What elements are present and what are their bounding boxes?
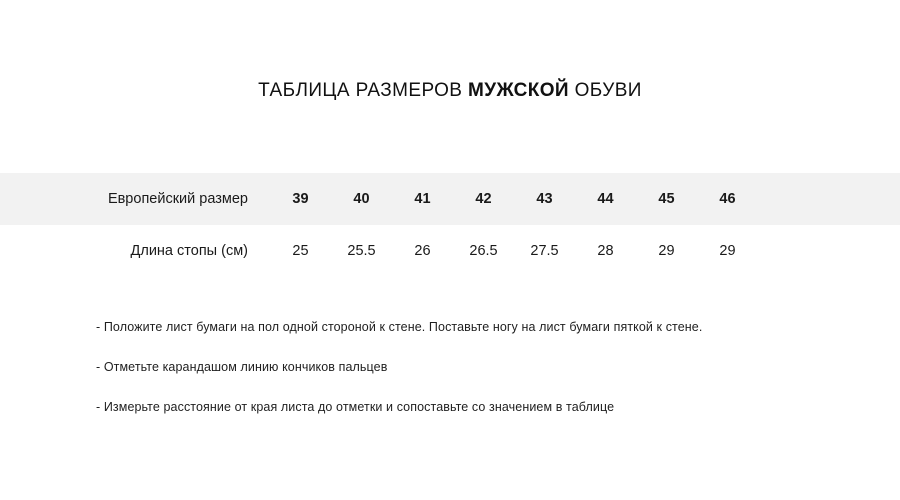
table-cell: 43 — [536, 191, 553, 207]
table-cell: 27.5 — [530, 243, 559, 259]
row-header-label: Европейский размер — [107, 191, 248, 207]
instruction-line: - Отметьте карандашом линию кончиков пальцев — [96, 360, 388, 374]
table-cell: 46 — [719, 191, 736, 207]
table-cell: 40 — [353, 191, 370, 207]
table-cell: 25.5 — [347, 243, 376, 259]
table-cell: 42 — [475, 191, 492, 207]
row-values — [270, 191, 900, 207]
table-cell: 28 — [597, 243, 614, 259]
table-cell: 29 — [658, 243, 675, 259]
row-header-label: Длина стопы (см) — [130, 243, 248, 259]
table-cell: 26.5 — [469, 243, 498, 259]
page-title-emphasis: МУЖСКОЙ — [468, 80, 569, 101]
table-cell: 39 — [292, 191, 309, 207]
size-table — [0, 173, 900, 277]
page-title — [0, 80, 900, 102]
table-row — [0, 225, 900, 277]
table-cell: 26 — [414, 243, 431, 259]
table-cell: 29 — [719, 243, 736, 259]
table-cell: 25 — [292, 243, 309, 259]
table-cell: 44 — [597, 191, 614, 207]
instruction-line: - Измерьте расстояние от края листа до отметки и сопоставьте со значением в таблице — [96, 400, 615, 414]
row-values — [270, 243, 900, 259]
table-cell: 45 — [658, 191, 675, 207]
table-cell: 41 — [414, 191, 431, 207]
table-row — [0, 173, 900, 225]
measurement-instructions — [96, 320, 856, 414]
page-title-prefix: ТАБЛИЦА РАЗМЕРОВ — [258, 80, 469, 101]
instruction-line: - Положите лист бумаги на пол одной стороной к стене. Поставьте ногу на лист бумаги пяткой к стене. — [96, 320, 703, 334]
page-title-suffix: ОБУВИ — [568, 80, 642, 101]
